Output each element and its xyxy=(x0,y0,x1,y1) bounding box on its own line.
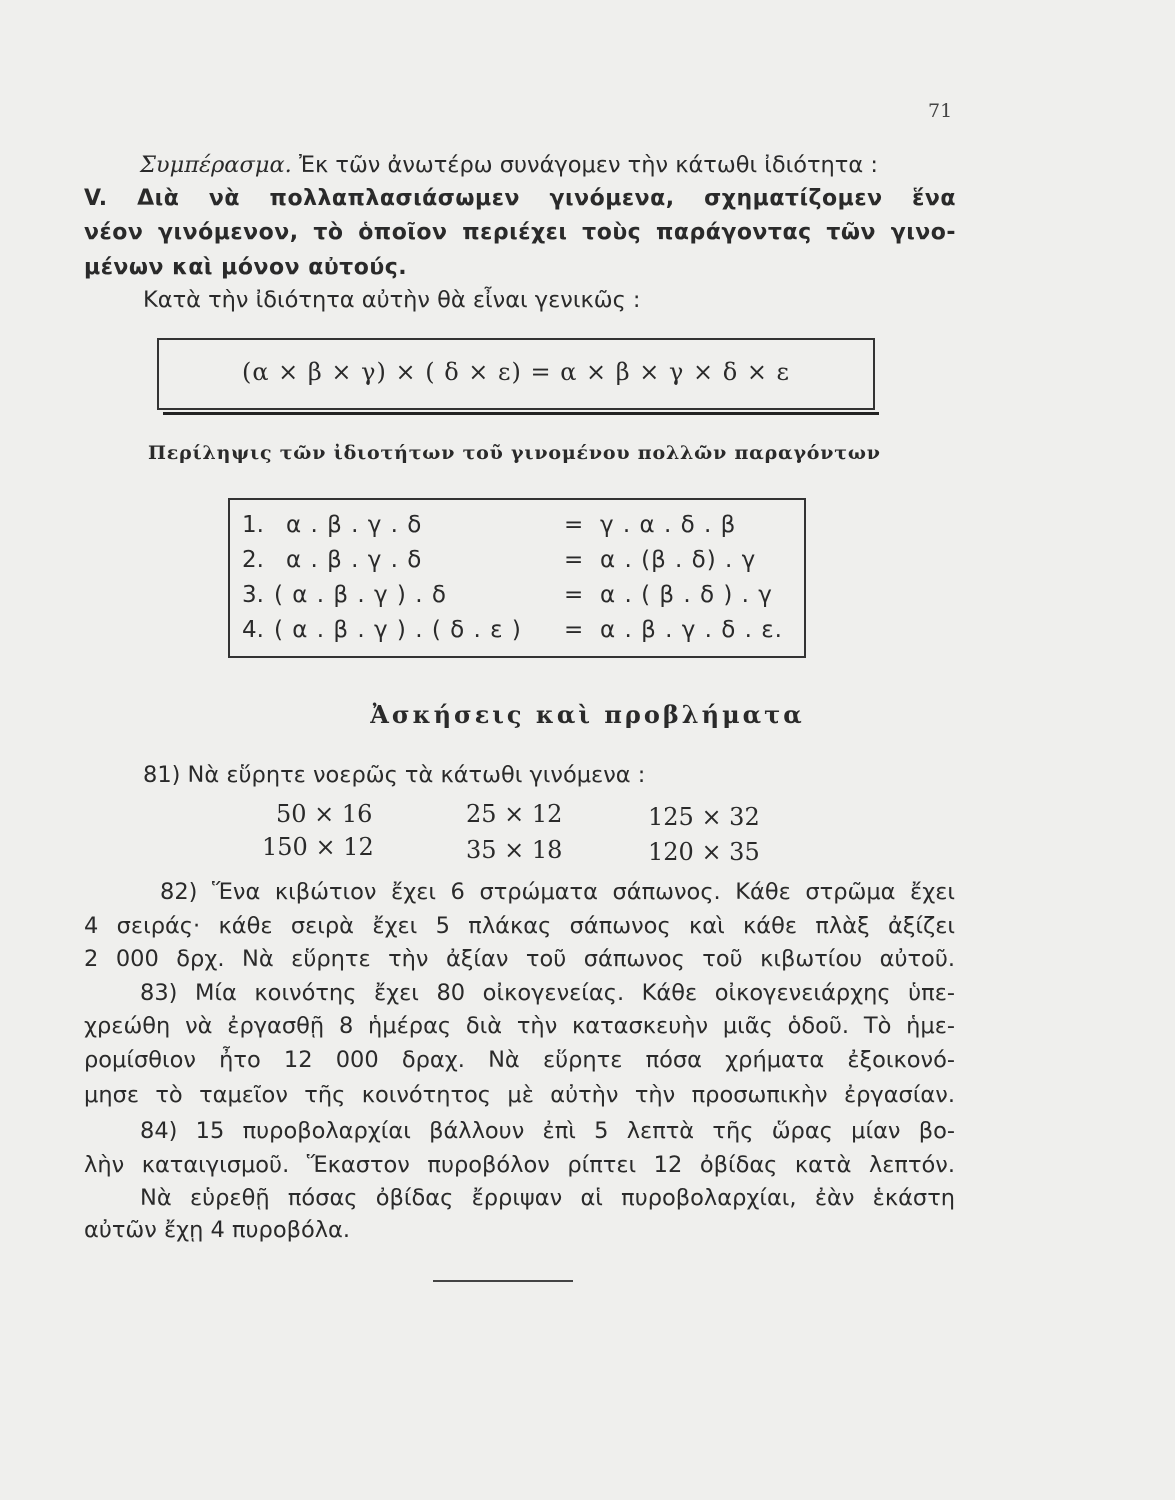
exercise-82-line-2: 4 σειράς· κάθε σειρὰ ἔχει 5 πλάκας σάπωνος καὶ κάθε πλὰξ ἀξίζει xyxy=(84,913,955,939)
property-rhs: γ . α . δ . β xyxy=(600,512,737,538)
property-number: 2. xyxy=(242,547,264,573)
property-rhs: α . β . γ . δ . ε. xyxy=(600,617,783,643)
property-number: 1. xyxy=(242,512,264,538)
exercise-83-line-4: μησε τὸ ταμεῖον τῆς κοινότητος μὲ αὐτὴν τὴν προσωπικὴν ἐργασίαν. xyxy=(84,1082,955,1108)
exercise-82-line-1: 82) Ἕνα κιβώτιον ἔχει 6 στρώματα σάπωνος. Κάθε στρῶμα ἔχει xyxy=(160,879,955,905)
conclusion-line xyxy=(140,150,878,180)
product-item: 125 × 32 xyxy=(648,803,760,831)
property-number: 3. xyxy=(242,582,264,608)
property-v-line-2: νέον γινόμενον, τὸ ὁποῖον περιέχει τοὺς παράγοντας τῶν γινο- xyxy=(84,220,956,245)
product-item: 35 × 18 xyxy=(466,836,563,864)
product-item: 50 × 16 xyxy=(276,800,373,828)
general-line: Κατὰ τὴν ἰδιότητα αὐτὴν θὰ εἶναι γενικῶς : xyxy=(143,287,641,313)
exercise-83-line-2: χρεώθη νὰ ἐργασθῇ 8 ἡμέρας διὰ τὴν κατασκευὴν μιᾶς ὁδοῦ. Τὸ ἡμε- xyxy=(84,1013,955,1039)
summary-title: Περίληψις τῶν ἰδιοτήτων τοῦ γινομένου πολλῶν παραγόντων xyxy=(148,442,881,464)
property-number: 4. xyxy=(242,617,264,643)
conclusion-label: Συμπέρασμα. xyxy=(140,152,292,178)
property-v-line-3: μένων καὶ μόνον αὐτούς. xyxy=(84,255,408,280)
exercise-84-line-1: 84) 15 πυροβολαρχίαι βάλλουν ἐπὶ 5 λεπτὰ τῆς ὥρας μίαν βο- xyxy=(140,1118,955,1144)
property-lhs: α . β . γ . δ xyxy=(286,512,423,538)
exercises-title: Ἀσκήσεις καὶ προβλήματα xyxy=(370,700,805,729)
exercise-84-line-3: Νὰ εὑρεθῇ πόσας ὀβίδας ἔρριψαν αἱ πυροβολαρχίαι, ἐὰν ἑκάστη xyxy=(140,1185,955,1211)
property-equals: = xyxy=(564,547,584,573)
property-row xyxy=(230,582,804,614)
property-equals: = xyxy=(564,582,584,608)
properties-table xyxy=(228,498,806,658)
property-v-line-1: V. Διὰ νὰ πολλαπλασιάσωμεν γινόμενα, σχηματίζομεν ἕνα xyxy=(84,186,956,211)
exercise-83-line-1: 83) Μία κοινότης ἔχει 80 οἰκογενείας. Κάθε οἰκογενειάρχης ὑπε- xyxy=(140,980,955,1006)
general-formula: (α × β × γ) × ( δ × ε) = α × β × γ × δ × ε xyxy=(241,358,790,386)
property-row xyxy=(230,617,804,649)
exercise-82-line-3: 2 000 δρχ. Νὰ εὕρητε τὴν ἀξίαν τοῦ σάπωνος τοῦ κιβωτίου αὐτοῦ. xyxy=(84,946,955,972)
exercise-84-line-2: λὴν καταιγισμοῦ. Ἕκαστον πυροβόλον ρίπτει 12 ὀβίδας κατὰ λεπτόν. xyxy=(84,1152,955,1178)
product-item: 25 × 12 xyxy=(466,800,563,828)
product-item: 150 × 12 xyxy=(262,833,374,861)
property-lhs: ( α . β . γ ) . ( δ . ε ) xyxy=(274,617,522,643)
exercise-81-text: 81) Νὰ εὕρητε νοερῶς τὰ κάτωθι γινόμενα : xyxy=(143,762,646,788)
property-equals: = xyxy=(564,512,584,538)
property-equals: = xyxy=(564,617,584,643)
exercise-83-line-3: ρομίσθιον ἦτο 12 000 δραχ. Νὰ εὕρητε πόσα χρήματα ἐξοικονό- xyxy=(84,1047,955,1073)
product-item: 120 × 35 xyxy=(648,838,760,866)
formula-box xyxy=(157,338,875,410)
property-row xyxy=(230,547,804,579)
end-rule xyxy=(433,1280,573,1282)
property-lhs: ( α . β . γ ) . δ xyxy=(274,582,447,608)
conclusion-text: Ἐκ τῶν ἀνωτέρω συνάγομεν τὴν κάτωθι ἰδιότητα : xyxy=(298,152,878,178)
property-row xyxy=(230,512,804,544)
property-rhs: α . ( β . δ ) . γ xyxy=(600,582,773,608)
property-rhs: α . (β . δ) . γ xyxy=(600,547,757,573)
page-number: 71 xyxy=(928,100,953,122)
property-lhs: α . β . γ . δ xyxy=(286,547,423,573)
exercise-84-line-4: αὐτῶν ἔχῃ 4 πυροβόλα. xyxy=(84,1217,351,1243)
